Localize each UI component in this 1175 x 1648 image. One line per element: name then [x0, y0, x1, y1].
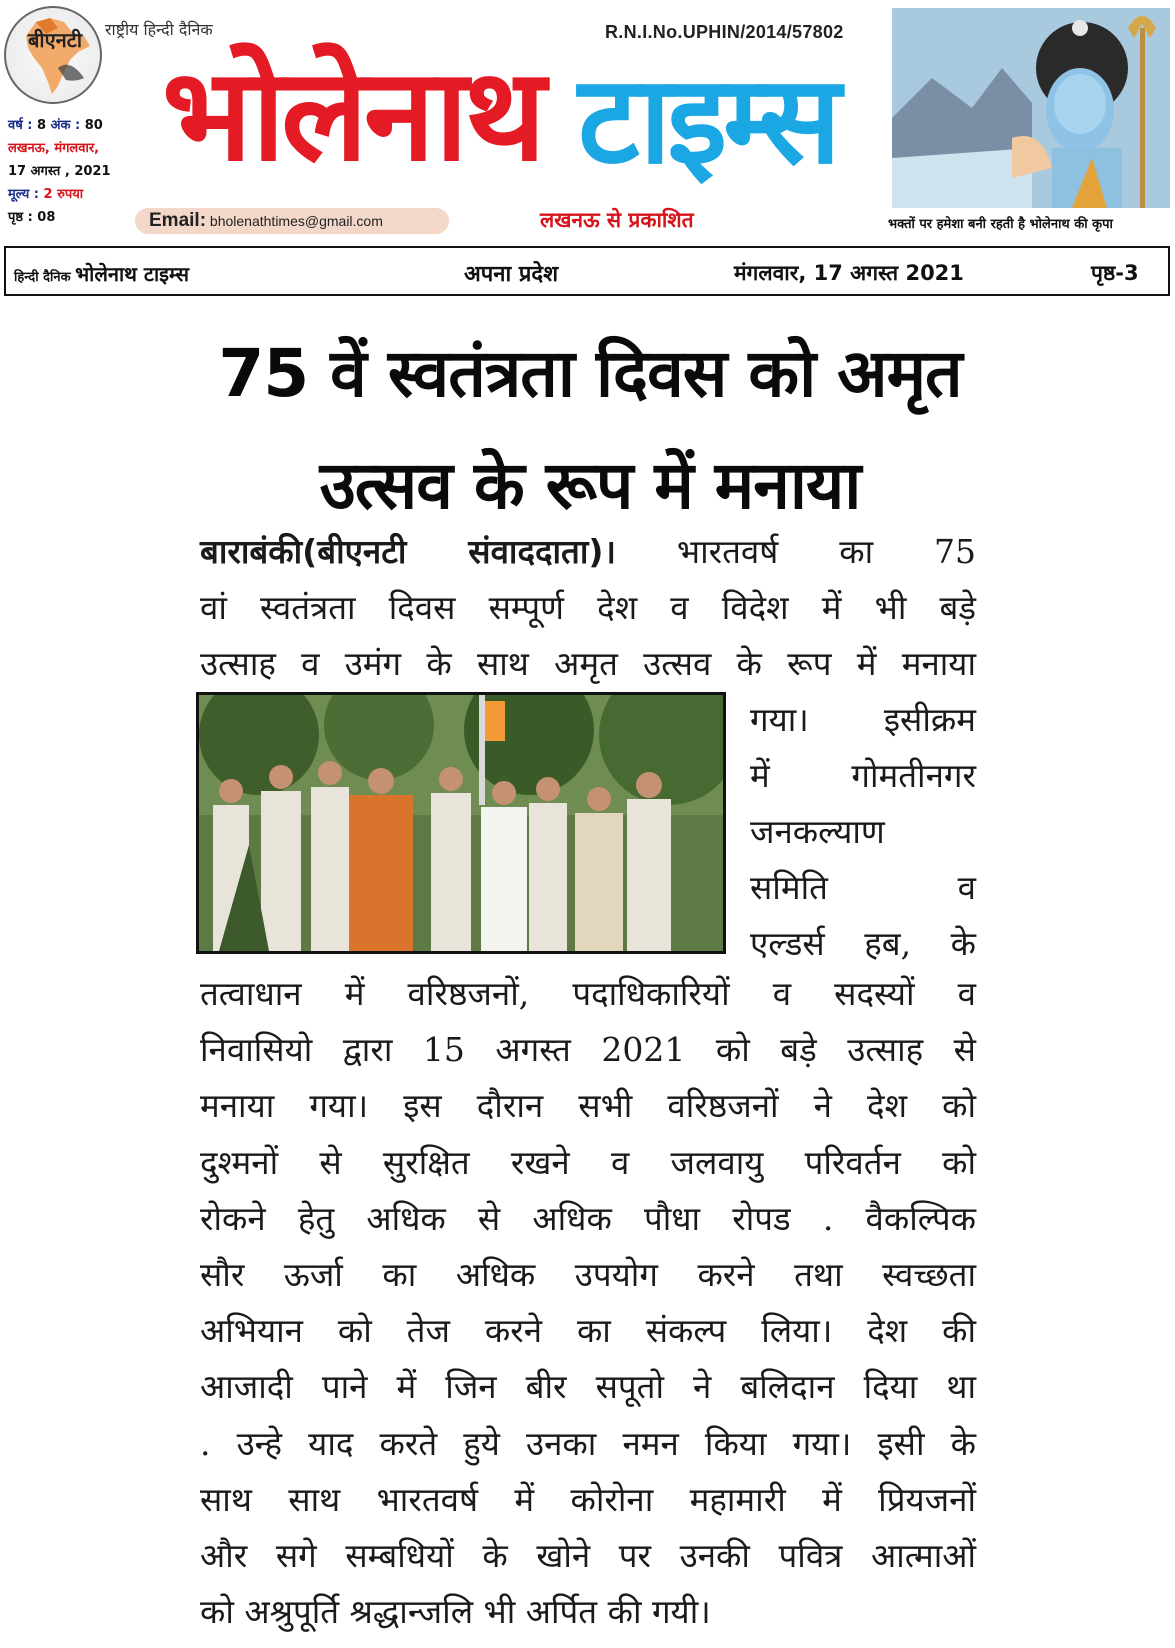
issue-value: 80	[84, 118, 103, 133]
masthead	[0, 0, 1175, 240]
article-line: रोकने हेतु अधिक से अधिक पौधा रोपड . वैकल्पिक	[200, 1198, 976, 1238]
newspaper-title-part1: भोलेनाथ	[162, 41, 542, 190]
pages-label: पृष्ठ :	[8, 210, 33, 225]
price-value: 2 रुपया	[43, 187, 84, 202]
article-line: और सगे सम्बधियों के खोने पर उनकी पवित्र आत्माओं	[200, 1536, 976, 1576]
year-label: वर्ष :	[8, 118, 33, 133]
india-map-logo-icon	[4, 6, 102, 104]
article-line: उत्साह व उमंग के साथ अमृत उत्सव के रूप में मनाया	[200, 644, 976, 684]
strip-brand-name: भोलेनाथ टाइम्स	[75, 262, 190, 286]
section-title: अपना प्रदेश	[464, 262, 559, 287]
article-photo	[196, 692, 726, 954]
tagline: राष्ट्रीय हिन्दी दैनिक	[105, 20, 213, 39]
place-day: लखनऊ, मंगलवार,	[8, 141, 100, 156]
deity-caption: भक्तों पर हमेशा बनी रहती है भोलेनाथ की कृपा	[888, 217, 1113, 232]
dateline: बाराबंकी(बीएनटी संवाददाता)।	[200, 532, 616, 571]
pages	[8, 206, 111, 229]
page-number: पृष्ठ-3	[1091, 261, 1139, 285]
price	[8, 183, 111, 206]
article-line: सौर ऊर्जा का अधिक उपयोग करने तथा स्वच्छता	[200, 1255, 976, 1295]
article-body-continued	[200, 966, 976, 1640]
article-line: साथ साथ भारतवर्ष में कोरोना महामारी में प्रियजनों	[200, 1479, 976, 1519]
logo-text: बीएनटी	[28, 28, 83, 52]
pages-value: 08	[37, 210, 56, 225]
year-value: 8	[37, 118, 47, 133]
email-label: Email:	[149, 210, 207, 231]
article-line-text: भारतवर्ष का 75	[676, 532, 976, 571]
strip-brand	[14, 260, 189, 287]
lord-shiva-image	[892, 8, 1170, 208]
rni-number: R.N.I.No.UPHIN/2014/57802	[605, 22, 844, 42]
article-side-column	[750, 692, 976, 972]
article-headline	[160, 318, 1020, 542]
article-body	[200, 524, 976, 693]
article-line: निवासियो द्वारा 15 अगस्त 2021 को बड़े उत्साह से	[200, 1030, 976, 1070]
article-line: एल्डर्स हब, के	[750, 924, 976, 963]
article-line: वां स्वतंत्रता दिवस सम्पूर्ण देश व विदेश में भी बड़े	[200, 588, 976, 628]
email-badge	[135, 208, 449, 234]
article-line: गया। इसीक्रम	[750, 700, 976, 739]
issue-date: 17 अगस्त , 2021	[8, 164, 111, 179]
strip-date: मंगलवार, 17 अगस्त 2021	[734, 261, 964, 285]
article-line: तत्वाधान में वरिष्ठजनों, पदाधिकारियों व सदस्यों व	[200, 974, 976, 1013]
price-label: मूल्य :	[8, 187, 39, 202]
article-line: जनकल्याण	[750, 812, 885, 851]
article-line: . उन्हे याद करते हुये उनका नमन किया गया। इसी के	[200, 1423, 976, 1463]
article-line: में गोमतीनगर	[750, 756, 976, 795]
newspaper-title-part2: टाइम्स	[578, 49, 838, 191]
headline-line-2: उत्सव के रूप में मनाया	[319, 447, 861, 524]
issue-meta	[8, 114, 111, 229]
article-line: समिति व	[750, 868, 976, 907]
published-from: लखनऊ से प्रकाशित	[540, 208, 694, 232]
article-line: अभियान को तेज करने का संकल्प लिया। देश की	[200, 1311, 976, 1351]
email-address[interactable]: bholenathtimes@gmail.com	[209, 213, 383, 229]
strip-brand-prefix: हिन्दी दैनिक	[14, 270, 71, 285]
article-line: दुश्मनों से सुरक्षित रखने व जलवायु परिवर्तन को	[200, 1142, 976, 1182]
page-strip	[4, 246, 1170, 296]
issue-label: अंक :	[50, 118, 81, 133]
article-line: आजादी पाने में जिन बीर सपूतो ने बलिदान दिया था	[200, 1367, 976, 1407]
article-line: मनाया गया। इस दौरान सभी वरिष्ठजनों ने देश को	[200, 1086, 976, 1126]
headline-line-1: 75 वें स्वतंत्रता दिवस को अमृत	[218, 335, 962, 412]
year-issue	[8, 114, 111, 137]
article-line	[200, 524, 976, 580]
article-line: को अश्रुपूर्ति श्रद्धान्जलि भी अर्पित की गयी।	[200, 1592, 711, 1632]
